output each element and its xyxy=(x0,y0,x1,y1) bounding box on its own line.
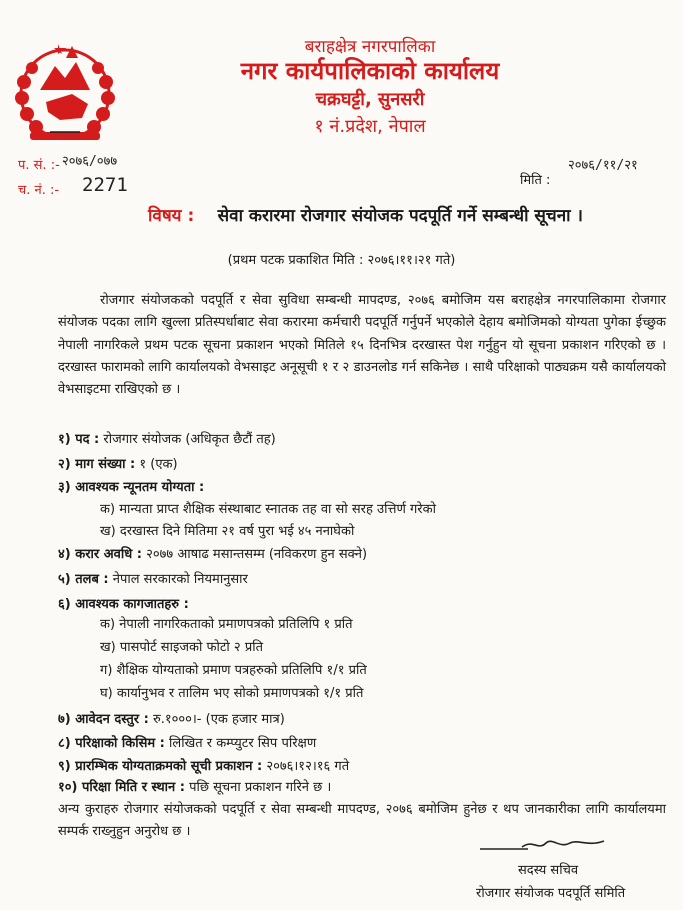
item-1 xyxy=(58,429,276,447)
subject-label: विषय : xyxy=(148,206,195,226)
date-label: मिति : xyxy=(520,173,551,188)
item-6-label: ६) आवश्यक कागजातहरु : xyxy=(58,597,189,612)
office-province: १ नं.प्रदेश, नेपाल xyxy=(314,116,426,137)
item-5-label: ५) तलब : xyxy=(58,572,109,587)
item-9-label: ९) प्रारम्भिक योग्यताक्रमको सूची प्रकाशन : xyxy=(58,759,263,774)
item-4-value: २०७७ आषाढ मसान्तसम्म (नविकरण हुन सक्ने) xyxy=(146,547,368,562)
date-value: २०७६/११/२१ xyxy=(568,158,638,173)
ref-ps-label: प. सं. :- xyxy=(18,158,60,173)
office-name: नगर कार्यपालिकाको कार्यालय xyxy=(240,57,500,85)
item-7 xyxy=(58,709,285,727)
closing-paragraph: अन्य कुराहरु रोजगार संयोजकको पदपूर्ति र सेवा सम्बन्धी मापदण्ड, २०७६ बमोजिम हुनेछ र थप जानकारीका लागि कार्यालयमा सम्पर्क राख्नुहुन अनुरोध छ । xyxy=(58,802,666,839)
subject-text: सेवा करारमा रोजगार संयोजक पदपूर्ति गर्ने सम्बन्धी सूचना । xyxy=(217,206,583,226)
item-6b: ख) पासपोर्ट साइजको फोटो २ प्रति xyxy=(100,640,263,655)
municipality-name: बराहक्षेत्र नगरपालिका xyxy=(304,37,436,57)
item-7-value: रु.१०००।- (एक हजार मात्र) xyxy=(152,712,285,727)
office-location: चक्रघट्टी, सुनसरी xyxy=(315,89,425,110)
ref-ps xyxy=(18,155,60,173)
item-7-label: ७) आवेदन दस्तुर : xyxy=(58,712,149,727)
item-6c: ग) शैक्षिक योग्यताको प्रमाण पत्रहरुको प्रतिलिपि १/१ प्रति xyxy=(100,663,367,678)
item-1-value: रोजगार संयोजक (अधिकृत छैटौं तह) xyxy=(103,432,276,447)
item-6a: क) नेपाली नागरिकताको प्रमाणपत्रको प्रतिलिपि १ प्रति xyxy=(100,617,353,632)
signature-title: सदस्य सचिव xyxy=(518,863,579,878)
item-10 xyxy=(58,777,331,795)
item-10-label: १०) परिक्षा मिति र स्थान : xyxy=(58,780,185,795)
item-2 xyxy=(58,454,178,472)
item-10-value: पछि सूचना प्रकाशन गरिने छ । xyxy=(189,780,332,795)
item-8-label: ८) परिक्षाको किसिम : xyxy=(58,736,165,751)
item-4-label: ४) करार अवधि : xyxy=(58,547,142,562)
ref-cn-label: च. नं. :- xyxy=(18,183,60,198)
item-2-value: १ (एक) xyxy=(139,457,178,472)
item-5-value: नेपाल सरकारको नियमानुसार xyxy=(112,572,248,587)
ref-ps-value: २०७६/०७७ xyxy=(62,154,118,169)
item-4 xyxy=(58,544,367,562)
ref-cn xyxy=(18,180,59,198)
item-6d: घ) कार्यानुभव र तालिम भए सोको प्रमाणपत्रको १/१ प्रति xyxy=(100,686,364,701)
item-8 xyxy=(58,733,316,751)
item-9-value: २०७६।१२।१६ गते xyxy=(266,759,350,774)
signature-committee: रोजगार संयोजक पदपूर्ति समिति xyxy=(476,886,626,901)
publication-date: (प्रथम पटक प्रकाशित मिति : २०७६।११।२१ गते) xyxy=(227,253,456,268)
subject-line xyxy=(148,203,583,226)
item-9 xyxy=(58,756,349,774)
item-5 xyxy=(58,569,248,587)
handwritten-signature xyxy=(478,837,608,853)
item-8-value: लिखित र कम्प्युटर सिप परिक्षण xyxy=(169,736,317,751)
ref-cn-value: 2271 xyxy=(82,174,128,196)
nepal-government-emblem xyxy=(10,32,120,150)
body-paragraph: रोजगार संयोजकको पदपूर्ति र सेवा सुविधा सम्बन्धी मापदण्ड, २०७६ बमोजिम यस बराहक्षेत्र नगरपालिकामा रोजगार संयोजक पदका लागि खुल्ला प्रतिस्पर्धाबाट सेवा करारमा कर्मचारी पदपूर्ति गर्नुपर्ने भएकोले देहाय बमोजिमको योग्यता पुगेका ईच्छुक नेपाली नागरिकले प्रथम पटक सूचना प्रकाशन भएको मितिले १५ दिनभित्र दरखास्त पेश गर्नुहुन यो सूचना प्रकाशन गरिएको छ । दरखास्त फारामको लागि कार्यालयको वेभसाइट अनूसूची १ र २ डाउनलोड गर्न सकिनेछ । साथै परिक्षाको पाठ्यक्रम यसै कार्यालयको वेभसाइटमा राखिएको छ । xyxy=(58,293,666,398)
item-3-label: ३) आवश्यक न्यूनतम योग्यता : xyxy=(58,480,205,495)
item-3a: क) मान्यता प्राप्त शैक्षिक संस्थाबाट स्नातक तह वा सो सरह उत्तिर्ण गरेको xyxy=(100,502,436,517)
item-1-label: १) पद : xyxy=(58,432,100,447)
item-2-label: २) माग संख्या : xyxy=(58,457,136,472)
item-3b: ख) दरखास्त दिने मितिमा २१ वर्ष पुरा भई ४५ ननाघेको xyxy=(100,524,355,539)
